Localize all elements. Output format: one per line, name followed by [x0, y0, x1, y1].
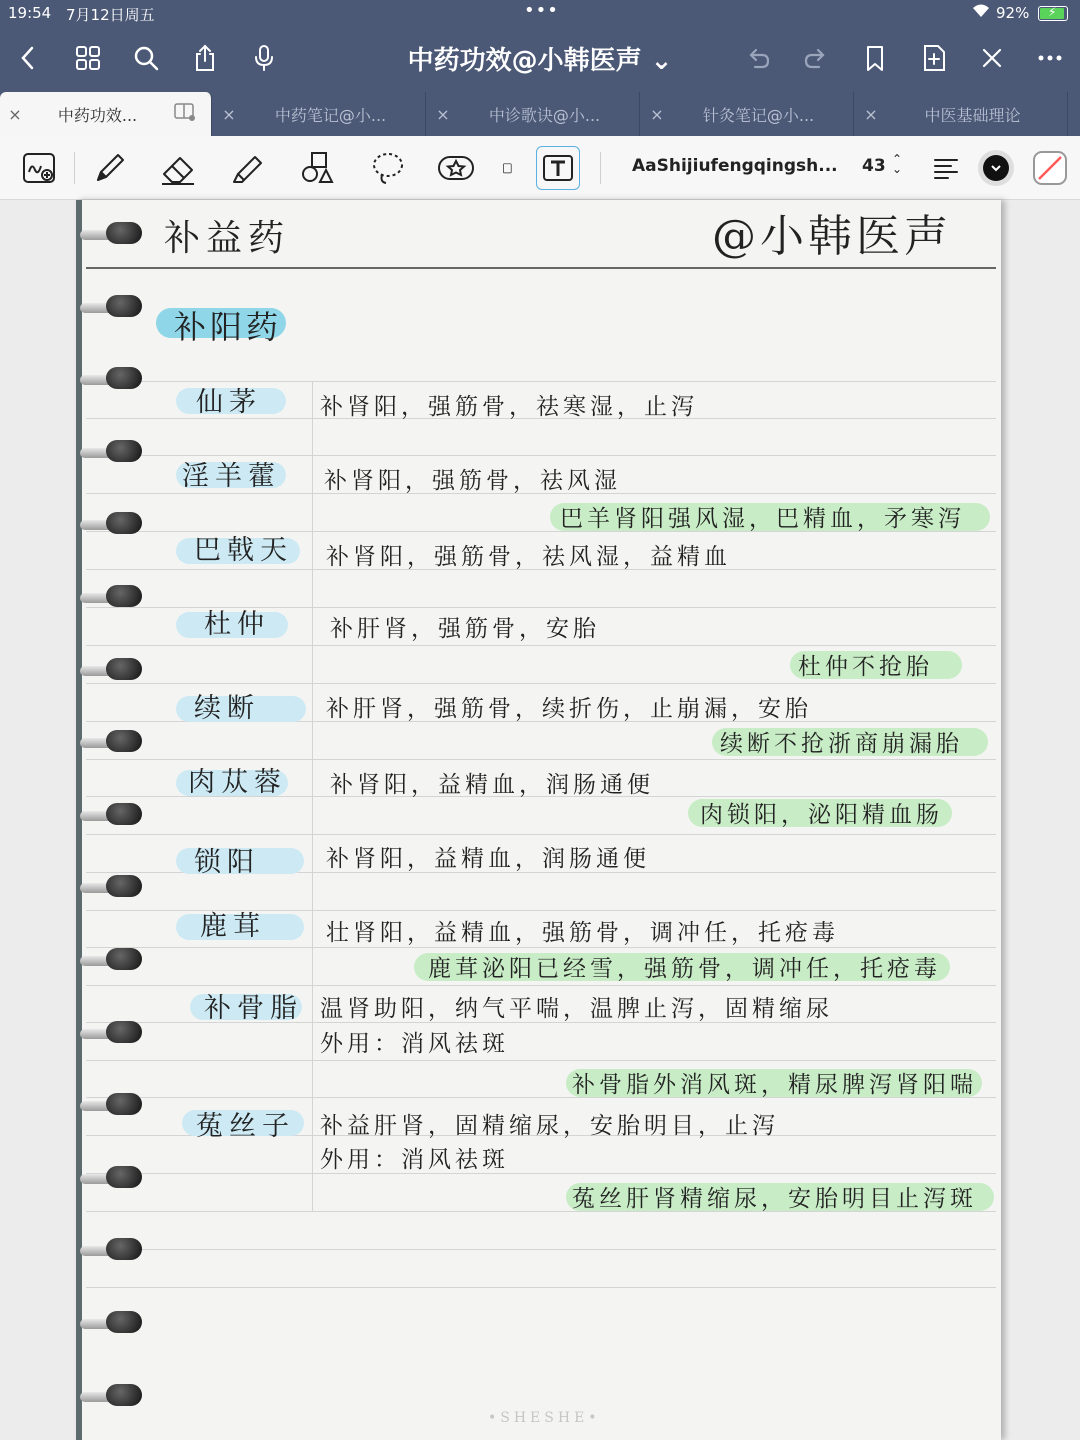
page-author: @小韩医声 — [712, 211, 952, 262]
redo-icon[interactable] — [796, 38, 836, 78]
herb-name: 鹿茸 — [200, 911, 266, 942]
herb-effect: 补肾阳，强筋骨，祛风湿 — [324, 468, 621, 494]
section-title: 补阳药 — [174, 308, 283, 346]
share-icon[interactable] — [185, 38, 225, 78]
spiral-ring — [80, 1311, 142, 1333]
herb-effect: 温肾助阳，纳气平喘，温脾止泻，固精缩尿 — [320, 996, 833, 1022]
tab-2[interactable] — [214, 92, 426, 136]
more-options-icon[interactable] — [1030, 38, 1070, 78]
battery-percent: 92% — [996, 4, 1030, 22]
tab-1[interactable] — [0, 92, 212, 136]
spiral-ring — [80, 1166, 142, 1188]
herb-effect: 补肾阳，强筋骨，祛风湿，益精血 — [326, 544, 731, 570]
spiral-ring — [80, 222, 142, 244]
spiral-ring — [80, 585, 142, 607]
back-icon[interactable] — [8, 38, 48, 78]
herb-effect: 补肝肾，强筋骨，安胎 — [330, 616, 600, 642]
battery-icon: ⚡ — [1038, 6, 1068, 21]
herb-effect: 补肾阳，益精血，润肠通便 — [326, 846, 650, 872]
split-view-icon[interactable] — [173, 102, 203, 126]
grid-view-icon[interactable] — [68, 38, 108, 78]
heading-divider — [86, 267, 996, 269]
wifi-icon — [972, 4, 990, 22]
sticker-icon[interactable] — [434, 146, 478, 190]
spiral-ring — [80, 730, 142, 752]
pen-icon[interactable] — [88, 146, 132, 190]
herb-effect: 壮肾阳，益精血，强筋骨，调冲任，托疮毒 — [326, 920, 839, 946]
herb-effect: 补肾阳，强筋骨，祛寒湿，止泻 — [320, 394, 698, 420]
eraser-icon[interactable] — [156, 146, 200, 190]
herb-effect: 补肝肾，强筋骨，续折伤，止崩漏，安胎 — [326, 696, 812, 722]
tab-label: 针灸笔记@小... — [702, 105, 815, 125]
lasso-icon[interactable] — [366, 146, 410, 190]
spiral-ring — [80, 1384, 142, 1406]
spiral-ring — [80, 875, 142, 897]
close-tab-icon[interactable]: × — [650, 104, 664, 124]
toolbar-separator — [600, 152, 601, 184]
herb-effect: 补肾阳，益精血，润肠通便 — [330, 772, 654, 798]
text-tool-icon[interactable] — [536, 146, 580, 190]
ruled-line — [86, 1287, 996, 1288]
herb-name: 巴戟天 — [194, 535, 293, 566]
spiral-ring — [80, 1093, 142, 1115]
add-page-icon[interactable] — [914, 38, 954, 78]
ruled-line — [86, 645, 996, 646]
page-heading: 补益药 — [164, 218, 291, 259]
mnemonic-text: 杜仲不抢胎 — [798, 654, 933, 680]
text-color-swatch[interactable] — [974, 146, 1018, 190]
status-time: 19:54 — [8, 4, 52, 22]
tab-5[interactable] — [856, 92, 1068, 136]
spiral-ring — [80, 1021, 142, 1043]
herb-name: 锁阳 — [194, 847, 260, 878]
font-size-stepper-icon[interactable]: ⌃ ⌄ — [892, 152, 903, 176]
tab-3[interactable] — [428, 92, 640, 136]
column-divider — [312, 381, 313, 1211]
tab-label: 中医基础理论 — [924, 105, 1021, 125]
search-icon[interactable] — [126, 38, 166, 78]
ruled-line — [86, 1249, 996, 1250]
spiral-ring — [80, 658, 142, 680]
spiral-ring — [80, 1238, 142, 1260]
microphone-icon[interactable] — [244, 38, 284, 78]
ruled-line — [86, 1060, 996, 1061]
tab-4[interactable] — [642, 92, 854, 136]
background-color-none-icon[interactable] — [1028, 146, 1072, 190]
tab-bar — [0, 92, 1080, 136]
ruled-line — [86, 1173, 996, 1174]
drawing-toolbar — [0, 136, 1080, 200]
multitask-dots-icon[interactable]: ••• — [524, 0, 559, 21]
spiral-ring — [80, 948, 142, 970]
herb-external-use: 外用：消风祛斑 — [320, 1031, 509, 1057]
status-date: 7月12日周五 — [66, 6, 155, 24]
mnemonic-text: 巴羊肾阳强风湿，巴精血，矛寒泻 — [560, 506, 965, 532]
ruled-line — [86, 834, 996, 835]
herb-name: 续断 — [194, 693, 260, 724]
close-tab-icon[interactable]: × — [436, 104, 450, 124]
close-tools-icon[interactable] — [972, 38, 1012, 78]
herb-name: 肉苁蓉 — [188, 767, 287, 798]
herb-name: 淫羊藿 — [182, 461, 281, 492]
close-tab-icon[interactable]: × — [8, 104, 22, 124]
mnemonic-text: 鹿茸泌阳已经雪，强筋骨，调冲任，托疮毒 — [428, 956, 941, 982]
font-selector[interactable]: AaShijiufengqingsh... — [632, 156, 838, 176]
close-tab-icon[interactable]: × — [222, 104, 236, 124]
herb-name: 仙茅 — [196, 387, 262, 418]
tab-label: 中药功效... — [57, 105, 138, 125]
mnemonic-text: 肉锁阳，泌阳精血肠 — [700, 802, 943, 828]
bookmark-icon[interactable] — [855, 38, 895, 78]
mnemonic-text: 续断不抢浙商崩漏胎 — [720, 731, 963, 757]
spiral-ring — [80, 367, 142, 389]
undo-icon[interactable] — [738, 38, 778, 78]
tab-label: 中药笔记@小... — [274, 105, 387, 125]
ruled-line — [86, 683, 996, 684]
top-bar — [0, 0, 1080, 92]
toolbar-separator — [74, 152, 75, 184]
handwriting-recognition-icon[interactable] — [18, 146, 62, 190]
shapes-icon[interactable] — [296, 146, 340, 190]
herb-effect: 补益肝肾，固精缩尿，安胎明目，止泻 — [320, 1113, 779, 1139]
herb-external-use: 外用：消风祛斑 — [320, 1147, 509, 1173]
document-title[interactable]: 中药功效@小韩医声 ⌄ — [407, 46, 673, 76]
align-left-icon[interactable] — [924, 146, 968, 190]
mnemonic-text: 补骨脂外消风斑，精尿脾泻肾阳喘 — [572, 1072, 977, 1098]
mnemonic-text: 菟丝肝肾精缩尿，安胎明目止泻斑 — [572, 1186, 977, 1212]
spiral-ring — [80, 440, 142, 462]
tab-label: 中诊歌诀@小... — [488, 105, 601, 125]
close-tab-icon[interactable]: × — [864, 104, 878, 124]
watermark: •SHESHE• — [488, 1410, 601, 1426]
spiral-ring — [80, 512, 142, 534]
herb-name: 菟丝子 — [196, 1111, 295, 1142]
font-size-value[interactable]: 43 — [862, 156, 886, 176]
highlighter-icon[interactable] — [226, 146, 270, 190]
spiral-ring — [80, 803, 142, 825]
image-icon[interactable] — [500, 146, 514, 190]
spiral-ring — [80, 295, 142, 317]
ruled-line — [86, 947, 996, 948]
herb-name: 杜仲 — [204, 609, 270, 640]
herb-name: 补骨脂 — [204, 993, 303, 1024]
